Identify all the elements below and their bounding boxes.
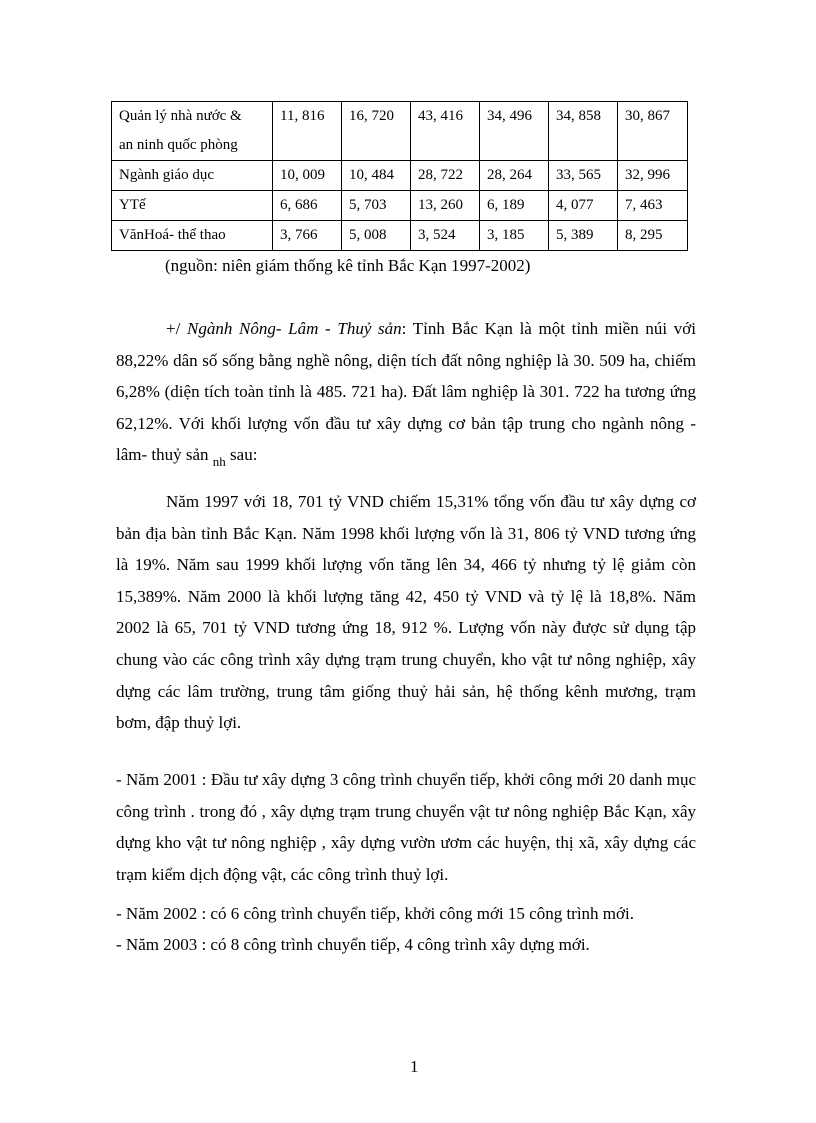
table-cell: 11, 816: [273, 102, 342, 161]
table-cell: 34, 858: [549, 102, 618, 161]
page-number: 1: [410, 1057, 419, 1076]
paragraph-text: : Tỉnh Bắc Kạn là một tỉnh miền núi với 88,22% dân số sống bằng nghề nông, diện tích đất nông nghiệp là 30. 509 ha, chiếm 6,28% (diện tích toàn tỉnh là 485. 721 ha). Đất lâm nghiệp là 301. 722 ha tương ứng 62,12%. Với khối lượng vốn đầu tư xây dựng cơ bản tập trung cho ngành nông - lâm- thuỷ sản: [116, 319, 696, 465]
table-cell: 13, 260: [411, 191, 480, 221]
row-label: YTế: [112, 191, 273, 221]
paragraph-2001: - Năm 2001 : Đầu tư xây dựng 3 công trình chuyển tiếp, khởi công mới 20 danh mục công trình . trong đó , xây dựng trạm trung chuyển vật tư nông nghiệp Bắc Kạn, xây dựng kho vật tư nông nghiệp , xây dựng vườn ươm các huyện, thị xã, xây dựng các trạm kiểm dịch động vật, các công trình thuỷ lợi.: [116, 770, 696, 884]
paragraph-suffix: sau:: [225, 445, 258, 465]
table-cell: 5, 703: [342, 191, 411, 221]
table-cell: 3, 185: [480, 221, 549, 251]
table-cell: 10, 484: [342, 161, 411, 191]
table-cell: 43, 416: [411, 102, 480, 161]
paragraph-2003: - Năm 2003 : có 8 công trình chuyển tiếp, 4 công trình xây dựng mới.: [116, 935, 590, 954]
row-label: Ngành giáo dục: [112, 161, 273, 191]
row-label: Quản lý nhà nước & an ninh quốc phòng: [112, 102, 273, 161]
table-cell: 34, 496: [480, 102, 549, 161]
table-cell: 28, 722: [411, 161, 480, 191]
subscript-text: nh: [212, 454, 226, 470]
table-cell: 5, 008: [342, 221, 411, 251]
paragraph-2002: - Năm 2002 : có 6 công trình chuyển tiếp, khởi công mới 15 công trình mới.: [116, 904, 634, 923]
table-cell: 6, 189: [480, 191, 549, 221]
table-cell: 32, 996: [618, 161, 688, 191]
prefix: +/: [166, 319, 187, 338]
table-cell: 16, 720: [342, 102, 411, 161]
section-heading: Ngành Nông- Lâm - Thuỷ sản: [186, 319, 402, 338]
table-cell: 8, 295: [618, 221, 688, 251]
table-cell: 33, 565: [549, 161, 618, 191]
table-row: [112, 161, 688, 191]
investment-table: [111, 101, 688, 251]
table-cell: 30, 867: [618, 102, 688, 161]
table-cell: 3, 766: [273, 221, 342, 251]
table-cell: 3, 524: [411, 221, 480, 251]
table-cell: 6, 686: [273, 191, 342, 221]
table-row: [112, 102, 688, 161]
source-note: (nguồn: niên giám thống kê tỉnh Bắc Kạn 1997-2002): [165, 256, 531, 275]
paragraph-agriculture: [116, 313, 696, 472]
table-row: [112, 221, 688, 251]
paragraph-investment: Năm 1997 với 18, 701 tỷ VND chiếm 15,31% tổng vốn đầu tư xây dựng cơ bản địa bàn tỉnh Bắc Kạn. Năm 1998 khối lượng vốn là 31, 806 tỷ VND tương ứng là 19%. Năm sau 1999 khối lượng vốn tăng lên 34, 466 tỷ nhưng tỷ lệ giảm còn 15,389%. Năm 2000 là khối lượng tăng 42, 450 tỷ VND và tỷ lệ là 18,8%. Năm 2002 là 65, 701 tỷ VND tương ứng 18, 912 %. Lượng vốn này được sử dụng tập chung vào các công trình xây dựng trạm trung chuyển, kho vật tư nông nghiệp, xây dựng các lâm trường, trung tâm giống thuỷ hải sản, hệ thống kênh mương, trạm bơm, đập thuỷ lợi.: [116, 492, 696, 733]
table-cell: 28, 264: [480, 161, 549, 191]
table-row: [112, 191, 688, 221]
table-cell: 5, 389: [549, 221, 618, 251]
table-cell: 10, 009: [273, 161, 342, 191]
table-cell: 4, 077: [549, 191, 618, 221]
row-label: VănHoá- thể thao: [112, 221, 273, 251]
table-cell: 7, 463: [618, 191, 688, 221]
